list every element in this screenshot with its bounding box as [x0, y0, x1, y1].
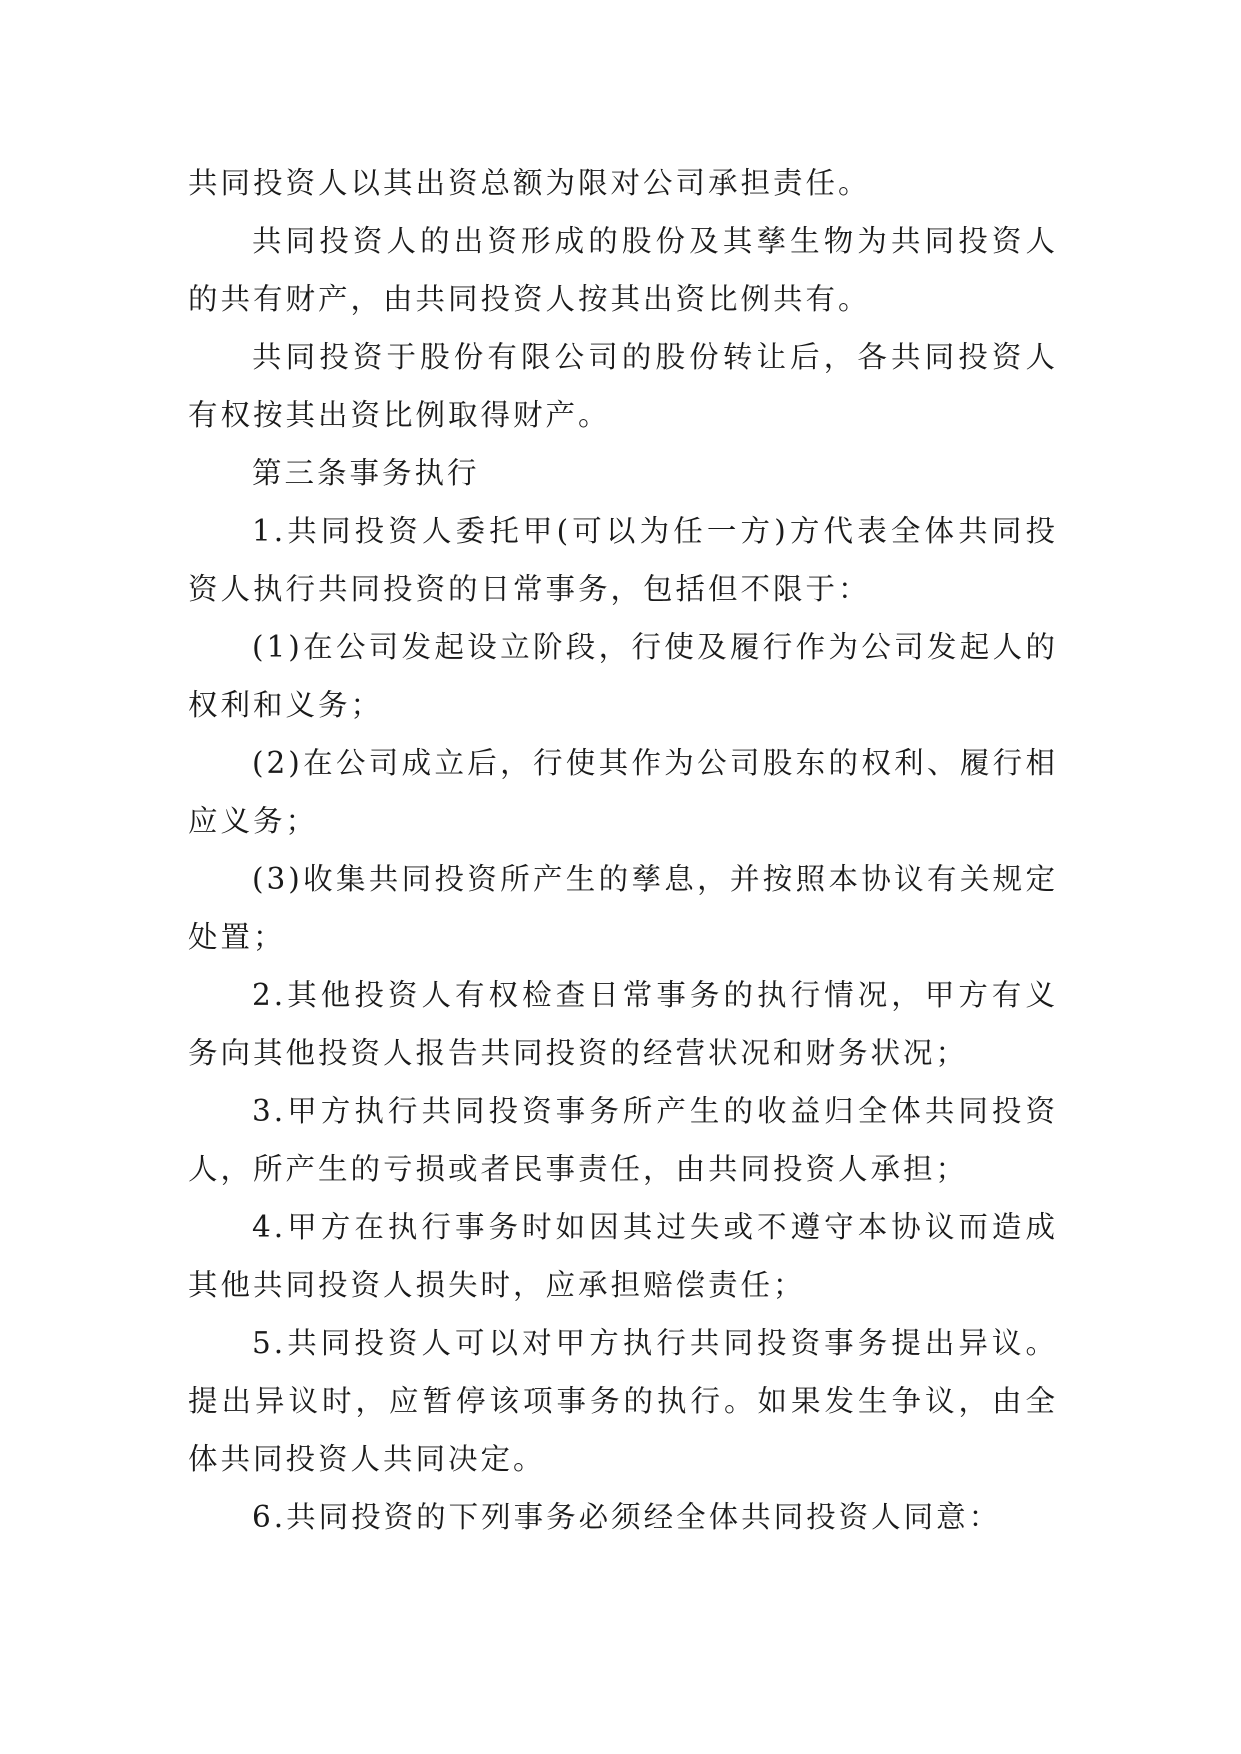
paragraph-share-transfer: 共同投资于股份有限公司的股份转让后，各共同投资人有权按其出资比例取得财产。	[188, 340, 1058, 432]
paragraph-liability: 共同投资人以其出资总额为限对公司承担责任。	[188, 166, 871, 200]
clause-6: 6.共同投资的下列事务必须经全体共同投资人同意：	[252, 1500, 1002, 1534]
clause-1-item-3: (3)收集共同投资所产生的孳息，并按照本协议有关规定处置；	[188, 862, 1058, 954]
clause-1-item-2: (2)在公司成立后，行使其作为公司股东的权利、履行相应义务；	[188, 746, 1058, 838]
article-three-heading: 第三条事务执行	[252, 456, 480, 490]
clause-3: 3.甲方执行共同投资事务所产生的收益归全体共同投资人，所产生的亏损或者民事责任，由共同投资人承担；	[188, 1094, 1058, 1186]
clause-5: 5.共同投资人可以对甲方执行共同投资事务提出异议。提出异议时，应暂停该项事务的执行。如果发生争议，由全体共同投资人共同决定。	[188, 1326, 1058, 1476]
document-body	[188, 154, 1058, 1546]
clause-1-item-1: (1)在公司发起设立阶段，行使及履行作为公司发起人的权利和义务；	[188, 630, 1058, 722]
clause-2: 2.其他投资人有权检查日常事务的执行情况，甲方有义务向其他投资人报告共同投资的经营状况和财务状况；	[188, 978, 1058, 1070]
paragraph-joint-property: 共同投资人的出资形成的股份及其孳生物为共同投资人的共有财产，由共同投资人按其出资比例共有。	[188, 224, 1058, 316]
clause-4: 4.甲方在执行事务时如因其过失或不遵守本协议而造成其他共同投资人损失时，应承担赔偿责任；	[188, 1210, 1058, 1302]
clause-1: 1.共同投资人委托甲(可以为任一方)方代表全体共同投资人执行共同投资的日常事务，包括但不限于：	[188, 514, 1058, 606]
